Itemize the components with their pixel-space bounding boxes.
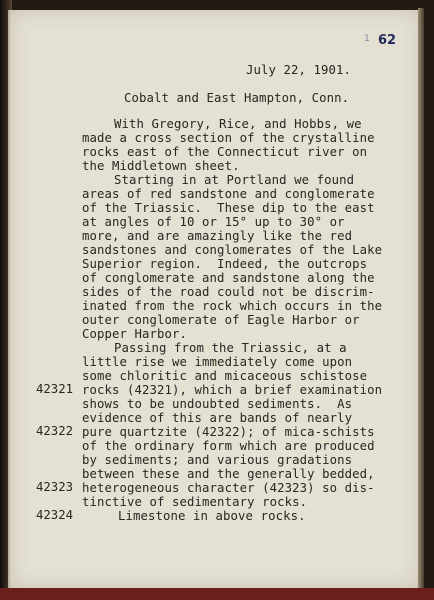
text-line: With Gregory, Rice, and Hobbs, we [114, 117, 362, 131]
text-line: Starting in at Portland we found [114, 173, 355, 187]
cover-edge [0, 588, 434, 600]
text-line: more, and are amazingly like the red [82, 229, 353, 243]
text-line: of the Triassic. These dip to the east [82, 201, 375, 215]
specimen-number: 42323 [36, 480, 74, 494]
text-line: shows to be undoubted sediments. As [82, 397, 353, 411]
specimen-number: 42324 [36, 508, 74, 522]
text-line: of conglomerate and sandstone along the [82, 271, 375, 285]
text-line: made a cross section of the crystalline [82, 131, 375, 145]
text-line: at angles of 10 or 15° up to 30° or [82, 215, 345, 229]
text-line: Passing from the Triassic, at a [114, 341, 347, 355]
text-line: inated from the rock which occurs in the [82, 299, 383, 313]
entry-date: July 22, 1901. [246, 63, 352, 77]
text-line: by sediments; and various gradations [82, 453, 353, 467]
text-line: sides of the road could not be discrim- [82, 285, 375, 299]
text-line: sandstones and conglomerates of the Lake [82, 243, 383, 257]
text-line: rocks east of the Connecticut river on [82, 145, 368, 159]
text-line: Limestone in above rocks. [118, 509, 306, 523]
specimen-number: 42321 [36, 382, 74, 396]
text-line: of the ordinary form which are produced [82, 439, 375, 453]
text-line: areas of red sandstone and conglomerate [82, 187, 375, 201]
text-line: tinctive of sedimentary rocks. [82, 495, 308, 509]
page-number: 62 [378, 33, 397, 48]
page-edge [418, 8, 424, 592]
text-line: Copper Harbor. [82, 327, 188, 341]
text-line: rocks (42321), which a brief examination [82, 383, 383, 397]
text-line: pure quartzite (42322); of mica-schists [82, 425, 375, 439]
text-line: heterogeneous character (42323) so dis- [82, 481, 375, 495]
text-line: little rise we immediately come upon [82, 355, 353, 369]
pencil-mark: 1 [364, 34, 370, 44]
text-line: the Middletown sheet. [82, 159, 240, 173]
text-line: evidence of this are bands of nearly [82, 411, 353, 425]
text-line: between these and the generally bedded, [82, 467, 375, 481]
specimen-number: 42322 [36, 424, 74, 438]
text-line: some chloritic and micaceous schistose [82, 369, 368, 383]
text-line: outer conglomerate of Eagle Harbor or [82, 313, 360, 327]
text-line: Superior region. Indeed, the outcrops [82, 257, 368, 271]
entry-heading: Cobalt and East Hampton, Conn. [124, 91, 350, 105]
